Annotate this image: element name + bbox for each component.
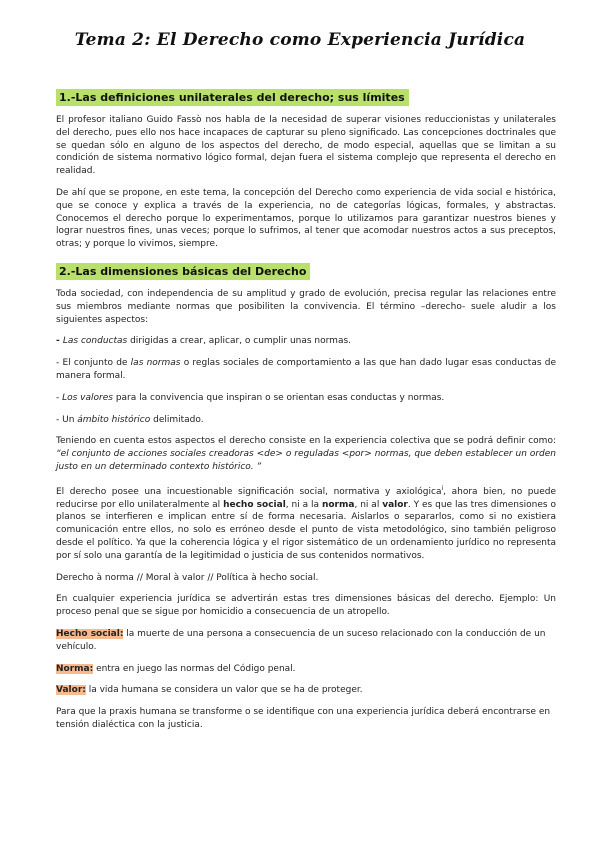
- section-2-heading: 2.-Las dimensiones básicas del Derecho: [56, 263, 310, 280]
- aspect-text: para la convivencia que inspiran o se orientan esas conductas y normas.: [112, 392, 445, 403]
- aspect-prefix: - Un: [56, 414, 78, 425]
- section-2-paragraph-1: Toda sociedad, con independencia de su amplitud y grado de evolución, precisa regular las relaciones entre sus miembros mediante normas que posibiliten la convivencia. El término –derecho- suele aludir a los siguientes aspectos:: [56, 288, 556, 325]
- section-1-heading: 1.-Las definiciones unilaterales del derecho; sus límites: [56, 89, 409, 106]
- aspect-term: las normas: [130, 358, 181, 369]
- aspect-item-valores: [56, 392, 556, 405]
- section-1-paragraph-1: El profesor italiano Guido Fassò nos habla de la necesidad de superar visiones reduccionistas y unilaterales del derecho, pues ello nos hace incapaces de capturar su pleno significado. Las concepciones doctrinales que se quedan sólo en alguno de los aspectos del derecho, de modo especial, aquellas que se limitan a su condición de sistema normativo lógico formal, dejan fuera el sistema complejo que representa el derecho en realidad.: [56, 115, 556, 177]
- section-1-paragraph-2: De ahí que se propone, en este tema, la concepción del Derecho como experiencia de vida social e histórica, que se conoce y explica a través de la experiencia, no de categorías lógicas, formales, y abstractas. Conocemos el derecho porque lo experimentamos, porque lo utilizamos para garantizar nuestros bienes y lograr nuestros fines, unas veces; porque lo sufrimos, al tener que acomodar nuestros actos a sus preceptos, otras; y porque lo vivimos, siempre.: [56, 187, 556, 250]
- example-paragraph: En cualquier experiencia jurídica se advertirán estas tres dimensiones básicas del derecho. Ejemplo: Un proceso penal que se sigue por homicidio a consecuencia de un atropello.: [56, 594, 556, 618]
- dimensions-text-c: , ni a la: [285, 499, 322, 510]
- example-valor: [56, 684, 556, 697]
- aspect-text: dirigidas a crear, aplicar, o cumplir unas normas.: [127, 336, 352, 347]
- aspect-prefix: -: [56, 392, 63, 403]
- aspect-term: Los valores: [62, 392, 113, 403]
- dimensions-text-e: . Y es que las tres dimensiones o planos se interfieren e implican entre sí de forma necesaria. Aislarlos o separarlos, como si no existiera comunicación entre ellos, no solo es erróneo desde el punto de vista metodológico, sino también peligroso desde el político. Ya que la coherencia lógica y el rigor sistemático de un ordenamiento jurídico no representa por sí solo una garantía de la legitimidad o justicia de sus contenidos normativos.: [56, 499, 556, 561]
- aspect-term: ámbito histórico: [77, 414, 151, 425]
- footnote-marker: i: [441, 484, 444, 492]
- dimensions-paragraph: [56, 483, 556, 563]
- term-valor: valor: [382, 499, 408, 510]
- highlight-norma: Norma:: [56, 663, 94, 674]
- mapping-line: Derecho à norma // Moral à valor // Política à hecho social.: [56, 572, 319, 583]
- definition-quote: “el conjunto de acciones sociales creadoras <de> o reguladas <por> normas, que deben establecer un orden justo en un determinado contexto histórico. ”: [56, 449, 556, 472]
- dimensions-text-a: El derecho posee una incuestionable significación social, normativa y axiológica: [56, 486, 442, 497]
- aspect-prefix: -: [56, 336, 63, 347]
- definition-intro: Teniendo en cuenta estos aspectos el derecho consiste en la experiencia colectiva que se podrá definir como:: [56, 436, 556, 447]
- document-body: [56, 86, 556, 741]
- page-title: Tema 2: El Derecho como Experiencia Jurídica: [74, 30, 526, 50]
- aspect-item-ambito: [56, 414, 556, 427]
- example-text: la muerte de una persona a consecuencia de un suceso relacionado con la conducción de un vehículo.: [56, 628, 546, 652]
- aspect-term: Las conductas: [62, 336, 128, 347]
- term-hecho-social: hecho social: [223, 499, 286, 510]
- aspect-prefix: - El conjunto de: [56, 358, 131, 369]
- example-hecho-social: [56, 628, 556, 654]
- aspect-text: delimitado.: [150, 414, 204, 425]
- highlight-hecho-social: Hecho social:: [56, 628, 124, 639]
- dimensions-text-b: , ahora bien, no puede reducirse por ello unilateralmente al: [56, 486, 557, 510]
- definition-paragraph: [56, 435, 556, 473]
- example-text: entra en juego las normas del Código penal.: [93, 663, 296, 674]
- highlight-valor: Valor:: [56, 685, 86, 696]
- example-norma: [56, 663, 556, 676]
- example-text: la vida humana se considera un valor que se ha de proteger.: [85, 685, 363, 696]
- term-norma: norma: [321, 499, 355, 510]
- aspect-text: o reglas sociales de comportamiento a las que han dado lugar esas conductas de manera formal.: [56, 358, 556, 381]
- dimensions-text-d: , ni al: [354, 499, 383, 510]
- aspect-item-normas: [56, 357, 556, 383]
- aspect-item-conductas: [56, 335, 556, 348]
- closing-paragraph: Para que la praxis humana se transforme o se identifique con una experiencia jurídica deberá encontrarse en tensión dialéctica con la justicia.: [56, 707, 551, 730]
